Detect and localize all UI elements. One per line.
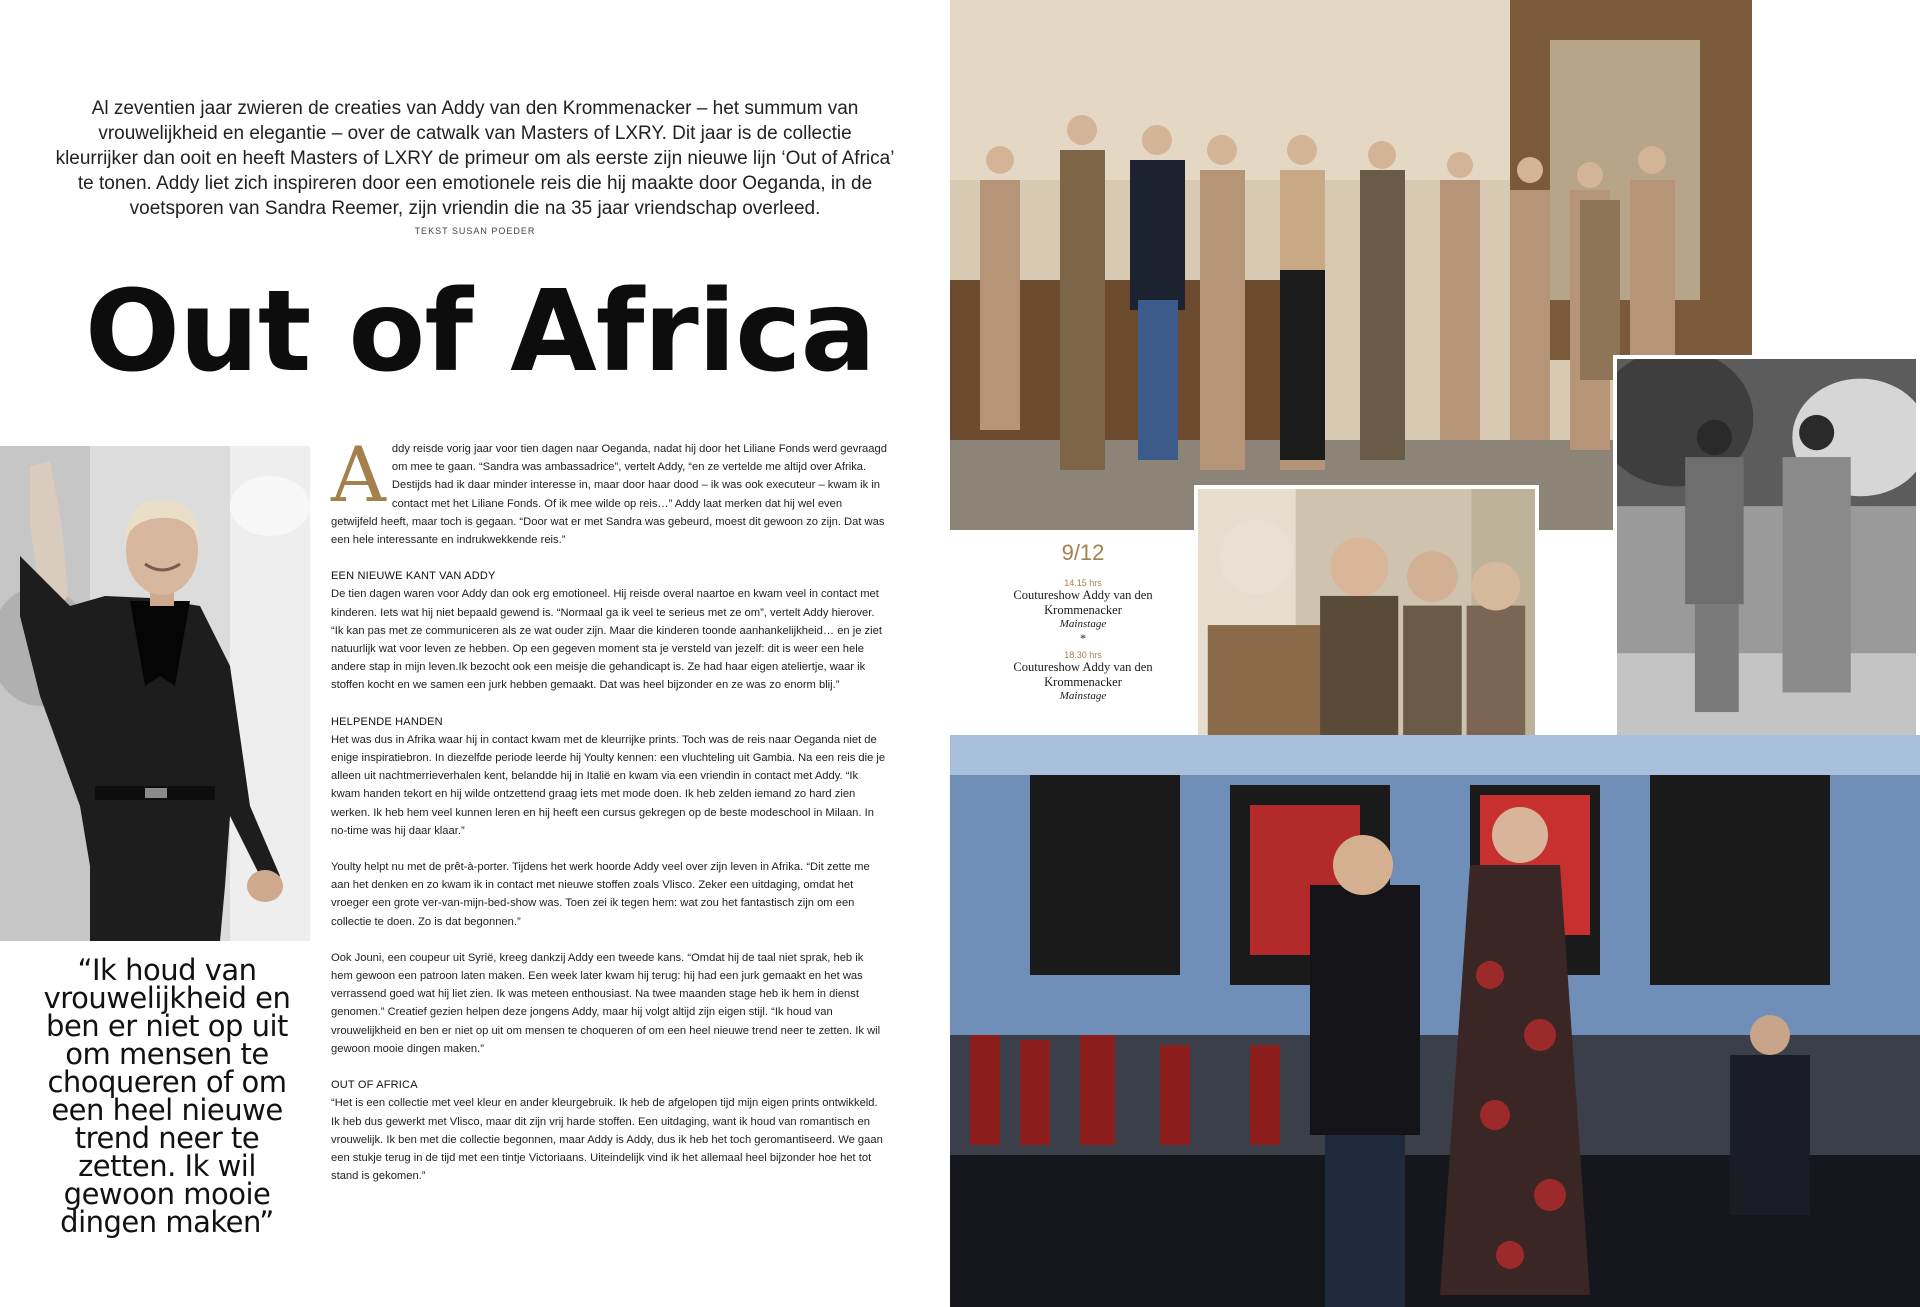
schedule-date: 9/12 [1061,540,1105,565]
schedule-show-1: Coutureshow Addy van den Krommenacker [1013,588,1153,617]
schedule-stage-1: Mainstage [1059,618,1107,630]
article-paragraph-2: De tien dagen waren voor Addy dan ook erg emotioneel. Hij reisde overal naartoe en kwam veel in contact met kinderen. Iets wat hij niet bepaald gewend is. “Normaal ga ik veel te serieus met ze om”, vertelt Addy hierover. “Ik kan pas met ze communiceren als ze wat ouder zijn. Maar die kinderen toonde aanhankelijkheid… en je ziet natuurlijk wat voor leven ze hebben. Op een gegeven moment sta je versteld van jezelf: dit is weer een hele andere stap in mijn leven.Ik bezocht ook een meisje die gehandicapt is. Ze had haar eigen ateliertje, waar ik stoffen kocht en we samen een jurk hebben gemaakt. Dat was heel bijzonder en ze was zo enorm blij.” [331,588,882,692]
left-page [0,0,950,1307]
runway-photo [950,735,1920,1307]
drop-cap: A [331,430,386,519]
schedule-show-2: Coutureshow Addy van den Krommenacker [1013,660,1153,689]
article-paragraph-4: Youlty helpt nu met de prêt-à-porter. Tijdens het werk hoorde Addy veel over zijn leven in Afrika. “Dit zette me aan het denken en zo kwam ik in contact met nieuwe stoffen zoals Vlisco. Zeker een uitdaging, omdat het vroeger een grote ver-van-mijn-bed-show was. Toen zei ik tegen hem: wat zou het fantastisch zijn om een collectie te doen. Zo is dat begonnen.” [331,861,870,928]
article-title: Out of Africa [84,267,876,397]
mirror-photo-models [1194,485,1539,770]
schedule-separator: * [1080,631,1086,645]
section-heading-new-side: EEN NIEUWE KANT VAN ADDY [331,570,496,583]
schedule-stage-2: Mainstage [1059,690,1107,702]
schedule-time-2: 18.30 hrs [1064,650,1102,660]
section-heading-out-of-africa: OUT OF AFRICA [331,1079,418,1092]
designer-portrait-photo [0,446,310,941]
intro-paragraph: Al zeventien jaar zwieren de creaties van Addy van den Krommenacker – het summum van vrouwelijkheid en elegantie – over de catwalk van Masters of LXRY. Dit jaar is de collectie kleurrijker dan ooit en heeft Masters of LXRY de primeur om als eerste zijn nieuwe lijn ‘Out of Africa’ te tonen. Addy liet zich inspireren door een emotionele reis die hij maakte door Oeganda, in de voetsporen van Sandra Reemer, zijn vriendin die na 35 jaar vriendschap overleed. [55,98,895,219]
article-paragraph-6: “Het is een collectie met veel kleur en ander kleurgebruik. Ik heb de afgelopen tijd mijn eigen prints ontwikkeld. Ik heb dus gewerkt met Vlisco, maar dit zijn vrij harde stoffen. Een uitdaging, want ik houd van romantisch en vrouwelijk. Ik ben met die collectie begonnen, maar Addy is Addy, dus ik heb het toch geromantiseerd. We gaan een stukje terug in de tijd met een tintje Victoriaans. Uiteindelijk vind ik het allemaal heel bijzonder hoe het tot stand is gekomen.” [331,1097,883,1183]
pull-quote: “Ik houd van vrouwelijkheid en ben er niet op uit om mensen te choqueren of om een heel nieuwe trend neer te zetten. Ik wil gewoon mooie dingen maken” [43,953,291,1239]
article-paragraph-1: Addy reisde vorig jaar voor tien dagen naar Oeganda, nadat hij door het Liliane Fonds werd gevraagd om mee te gaan. “Sandra was ambassadrice”, vertelt Addy, “en ze vertelde me altijd over Afrika. Destijds had ik daar minder interesse in, maar door haar dood – ik was ook executeur – kwam ik in contact met het Liliane Fonds. Of ik mee wilde op reis…” Addy laat merken dat hij wel even getwijfeld heeft, maar toch is gegaan. “Door wat er met Sandra was gebeurd, moest dit gewoon zo zijn. Dat was een hele interessante en indrukwekkende reis.” [331,430,887,547]
show-schedule [1003,540,1163,702]
article-paragraph-5: Ook Jouni, een coupeur uit Syrië, kreeg dankzij Addy een tweede kans. “Omdat hij de taal niet sprak, heb ik hem gewoon een patroon laten maken. Een week later kwam hij terug: hij had een jurk gemaakt en het was verrassend goed wat hij liet zien. Ik was meteen enthousiast. Na twee maanden stage heb ik hem in dienst genomen.” Creatief gezien helpen deze jongens Addy, maar hij volgt altijd zijn eigen stijl. “Ik houd van vrouwelijkheid en ben er niet op uit om mensen te choqueren of om een heel nieuwe trend neer te zetten. Ik wil gewoon mooie dingen maken.” [331,951,881,1055]
section-heading-helping-hands: HELPENDE HANDEN [331,715,443,728]
author-credit: TEKST SUSAN POEDER [414,226,536,236]
article-paragraph-3: Het was dus in Afrika waar hij in contact kwam met de kleurrijke prints. Toch was de reis naar Oeganda niet de enige inspiratiebron. In diezelfde periode leerde hij Youlty kennen: een vluchteling uit Gambia. Na een reis die je alleen uit nachtmerrieverhalen kent, belandde hij in Italië en kwam via een vriendin in contact met Addy. “Ik kwam handen tekort en hij wilde ontzettend graag iets met mode doen. Ik heb zelden iemand zo hard zien werken. Ik heb hem veel kunnen leren en hij heeft een cursus gekregen op de beste modeschool in Milaan. In no-time was hij daar klaar.” [331,733,886,837]
bw-walking-photo [1613,355,1920,770]
schedule-time-1: 14.15 hrs [1064,578,1102,588]
article-body [331,430,888,1203]
